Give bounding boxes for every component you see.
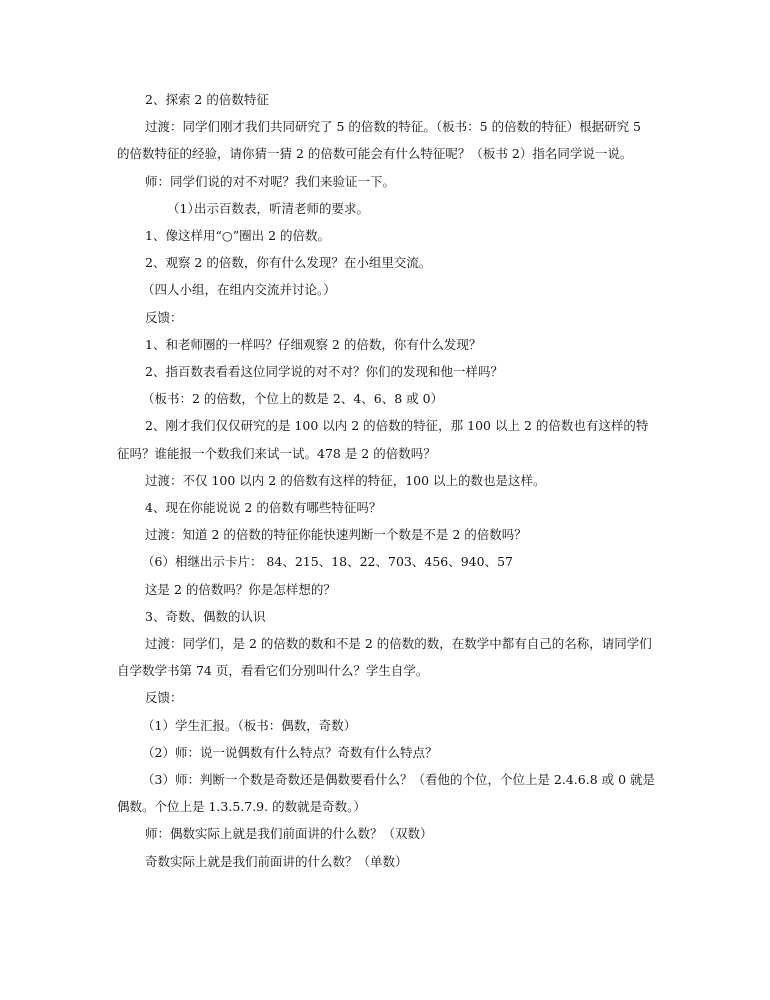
paragraph-feedback-1: 反馈： xyxy=(145,309,183,325)
paragraph-cards: （6）相继出示卡片： 84、215、18、22、703、456、940、57 xyxy=(142,554,513,570)
paragraph-is-multiple-question: 这是 2 的倍数吗？你是怎样想的？ xyxy=(145,581,336,597)
paragraph-feedback-2: 反馈： xyxy=(145,690,183,706)
paragraph-group-discussion: （四人小组，在组内交流并讨论。） xyxy=(142,282,336,298)
paragraph-characteristics-question: 4、现在你能说说 2 的倍数有哪些特征吗？ xyxy=(145,500,382,516)
paragraph-odd-even-features: （2）师：说一说偶数有什么特点？奇数有什么特点？ xyxy=(142,744,438,760)
paragraph-transition-2: 过渡：不仅 100 以内 2 的倍数有这样的特征，100 以上的数也是这样。 xyxy=(145,472,546,488)
step-1-text: 出示百数表，听清老师的要求。 xyxy=(194,200,370,216)
paragraph-odd-even-judgement: （3）师：判断一个数是奇数还是偶数要看什么？（看他的个位，个位上是 2.4.6.8 或 0 就是偶数。个位上是 1.3.5.7.9. 的数就是奇数。） xyxy=(117,772,656,815)
paragraph-teacher-verify: 师：同学们说的对不对呢？我们来验证一下。 xyxy=(145,173,396,189)
paragraph-beyond-100: 2、刚才我们仅仅研究的是 100 以内 2 的倍数的特征，那 100 以上 2 的倍数也有这样的特征吗？谁能报一个数我们来试一试。478 是 2 的倍数吗？ xyxy=(117,418,649,461)
paragraph-circle-multiples: 1、像这样用“○”圈出 2 的倍数。 xyxy=(145,228,331,244)
paragraph-feedback-question-2: 2、指百数表看看这位同学说的对不对？你们的发现和他一样吗？ xyxy=(145,364,503,380)
paragraph-step-1 xyxy=(117,195,657,222)
step-1-label: （1） xyxy=(167,200,200,216)
paragraph-transition-1: 过渡：同学们刚才我们共同研究了 5 的倍数的特征。（板书：5 的倍数的特征）根据研究 5 的倍数特征的经验，请你猜一猜 2 的倍数可能会有什么特征呢？（板书 2）指名同学说一说。 xyxy=(117,119,642,162)
paragraph-transition-3: 过渡：知道 2 的倍数的特征你能快速判断一个数是不是 2 的倍数吗？ xyxy=(145,527,527,543)
paragraph-even-numbers: 师：偶数实际上就是我们前面讲的什么数？（双数） xyxy=(145,826,433,842)
paragraph-observe-multiples: 2、观察 2 的倍数，你有什么发现？在小组里交流。 xyxy=(145,255,432,271)
document-body xyxy=(117,86,657,875)
paragraph-odd-numbers: 奇数实际上就是我们前面讲的什么数？（单数） xyxy=(145,853,408,869)
paragraph-student-report: （1）学生汇报。（板书：偶数，奇数） xyxy=(142,717,357,733)
paragraph-transition-4: 过渡：同学们，是 2 的倍数的数和不是 2 的倍数的数，在数学中都有自己的名称，请同学们自学数学书第 74 页，看看它们分别叫什么？学生自学。 xyxy=(117,636,652,679)
paragraph-feedback-question-1: 1、和老师圈的一样吗？仔细观察 2 的倍数，你有什么发现？ xyxy=(145,336,482,352)
section-heading-odd-even: 3、奇数、偶数的认识 xyxy=(145,608,266,624)
section-heading-multiples-of-2: 2、探索 2 的倍数特征 xyxy=(145,92,269,107)
paragraph-board-note-multiples: （板书：2 的倍数，个位上的数是 2、4、6、8 或 0） xyxy=(142,391,444,407)
